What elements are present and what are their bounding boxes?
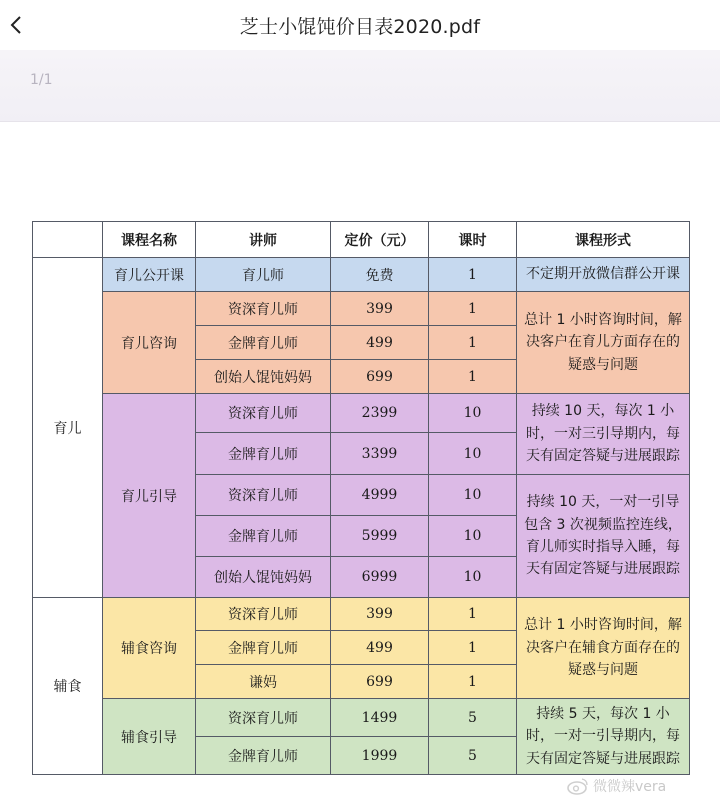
teacher-cell: 创始人馄饨妈妈 (196, 557, 331, 598)
table-row (33, 258, 690, 292)
form-cell: 持续 10 天，一对一引导包含 3 次视频监控连线，育儿师实时指导入睡，每天有固定答疑与进展跟踪 (517, 475, 690, 598)
course-cell: 辅食咨询 (103, 598, 196, 699)
teacher-cell: 资深育儿师 (196, 475, 331, 516)
form-cell: 总计 1 小时咨询时间，解决客户在育儿方面存在的疑惑与问题 (517, 292, 690, 394)
hours-cell: 10 (429, 394, 517, 433)
watermark (567, 776, 666, 796)
price-cell: 1999 (331, 737, 429, 775)
header-teacher: 讲师 (196, 222, 331, 258)
teacher-cell: 创始人馄饨妈妈 (196, 360, 331, 394)
table-row (33, 699, 690, 737)
form-cell: 持续 10 天，每次 1 小时，一对三引导期内，每天有固定答疑与进展跟踪 (517, 394, 690, 475)
course-cell: 育儿引导 (103, 394, 196, 598)
teacher-cell: 资深育儿师 (196, 394, 331, 433)
hours-cell: 10 (429, 557, 517, 598)
form-cell: 总计 1 小时咨询时间，解决客户在辅食方面存在的疑惑与问题 (517, 598, 690, 699)
price-cell: 4999 (331, 475, 429, 516)
category-cell: 育儿 (33, 258, 103, 598)
hours-cell: 5 (429, 737, 517, 775)
hours-cell: 1 (429, 665, 517, 699)
teacher-cell: 金牌育儿师 (196, 631, 331, 665)
hours-cell: 1 (429, 598, 517, 631)
teacher-cell: 谦妈 (196, 665, 331, 699)
back-arrow-icon[interactable] (4, 10, 28, 40)
teacher-cell: 金牌育儿师 (196, 326, 331, 360)
hours-cell: 10 (429, 516, 517, 557)
price-cell: 399 (331, 598, 429, 631)
price-cell: 3399 (331, 433, 429, 475)
table-row (33, 292, 690, 326)
price-cell: 6999 (331, 557, 429, 598)
teacher-cell: 资深育儿师 (196, 598, 331, 631)
hours-cell: 1 (429, 258, 517, 292)
hours-cell: 5 (429, 699, 517, 737)
pdf-page[interactable] (0, 122, 720, 806)
header-course: 课程名称 (103, 222, 196, 258)
header-hours: 课时 (429, 222, 517, 258)
price-cell: 699 (331, 360, 429, 394)
teacher-cell: 资深育儿师 (196, 292, 331, 326)
category-cell: 辅食 (33, 598, 103, 775)
price-cell: 499 (331, 631, 429, 665)
course-cell: 育儿咨询 (103, 292, 196, 394)
hours-cell: 1 (429, 631, 517, 665)
table-row (33, 598, 690, 631)
page-toolbar (0, 50, 720, 122)
weibo-logo-icon (567, 777, 589, 795)
header-price: 定价（元） (331, 222, 429, 258)
top-bar (0, 0, 720, 50)
teacher-cell: 金牌育儿师 (196, 516, 331, 557)
price-cell: 1499 (331, 699, 429, 737)
price-cell: 699 (331, 665, 429, 699)
hours-cell: 1 (429, 292, 517, 326)
table-header-row (33, 222, 690, 258)
form-cell: 不定期开放微信群公开课 (517, 258, 690, 292)
teacher-cell: 金牌育儿师 (196, 737, 331, 775)
hours-cell: 10 (429, 475, 517, 516)
price-cell: 499 (331, 326, 429, 360)
price-cell: 5999 (331, 516, 429, 557)
hours-cell: 1 (429, 360, 517, 394)
table-row (33, 394, 690, 433)
teacher-cell: 资深育儿师 (196, 699, 331, 737)
hours-cell: 1 (429, 326, 517, 360)
form-cell: 持续 5 天，每次 1 小时，一对一引导期内，每天有固定答疑与进展跟踪 (517, 699, 690, 775)
page-indicator: 1/1 (30, 72, 53, 88)
header-form: 课程形式 (517, 222, 690, 258)
watermark-text: 微微辣vera (593, 779, 667, 795)
teacher-cell: 金牌育儿师 (196, 433, 331, 475)
price-cell: 2399 (331, 394, 429, 433)
hours-cell: 10 (429, 433, 517, 475)
price-cell: 399 (331, 292, 429, 326)
document-title: 芝士小馄饨价目表2020.pdf (239, 15, 481, 38)
course-cell: 辅食引导 (103, 699, 196, 775)
price-cell: 免费 (331, 258, 429, 292)
teacher-cell: 育儿师 (196, 258, 331, 292)
course-cell: 育儿公开课 (103, 258, 196, 292)
header-empty (33, 222, 103, 258)
price-table (32, 221, 690, 775)
